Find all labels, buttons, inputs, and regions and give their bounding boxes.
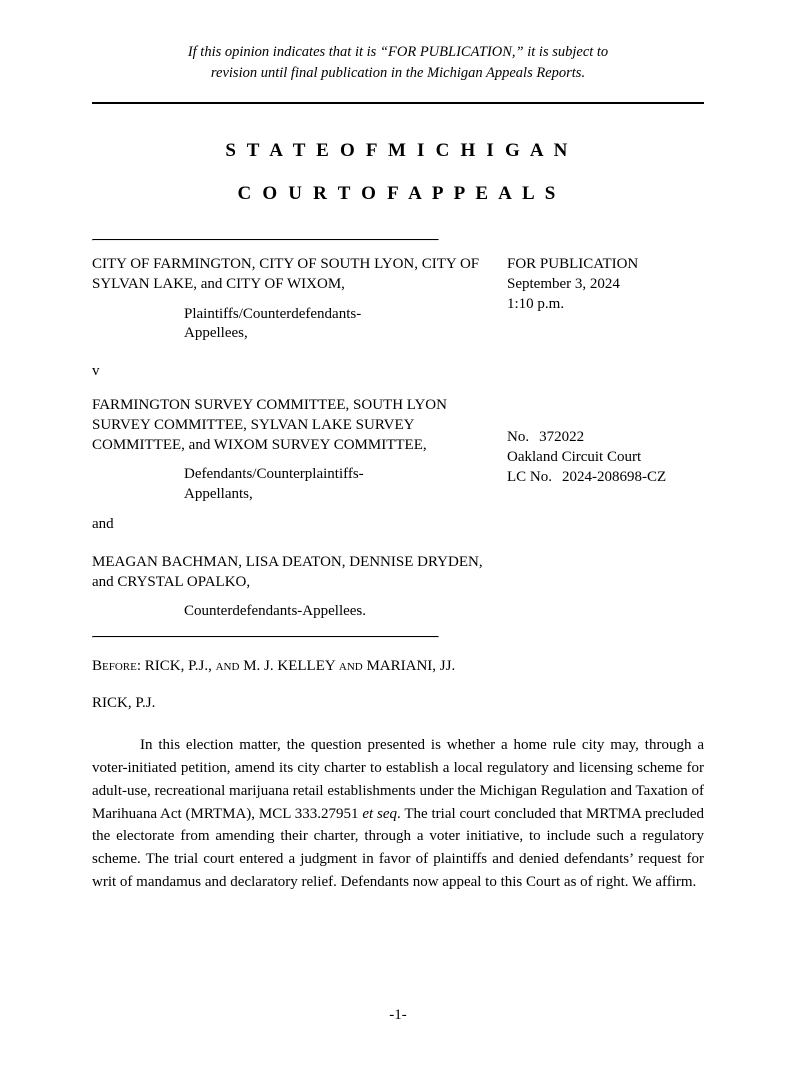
plaintiffs-role-line-2: Appellees,	[184, 325, 248, 342]
court-heading: C O U R T O F A P P E A L S	[237, 183, 559, 205]
opinion-page	[0, 42, 796, 1072]
counterdefendants-role-line-1: Counterdefendants-Appellees.	[184, 603, 367, 620]
plaintiffs-names: CITY OF FARMINGTON, CITY OF SOUTH LYON, CITY OF SYLVAN LAKE, and CITY OF WIXOM,	[92, 256, 480, 292]
defendants-names: FARMINGTON SURVEY COMMITTEE, SOUTH LYON SURVEY COMMITTEE, SYLVAN LAKE SURVEY COMMITTEE, and WIXOM SURVEY COMMITTEE,	[92, 397, 447, 453]
opinion-paragraph-1	[92, 734, 704, 894]
publication-block	[507, 255, 704, 314]
opinion-paragraph-1-part-2: . The trial court concluded that MRTMA precluded the electorate from amending their charter, through a voter initiative, to include such a regulatory scheme. The trial court entered a judgment in favor of plaintiffs and denied defendants’ request for writ of mandamus and declaratory relief. Defendants now appeal to this Court as of right. We affirm.	[92, 805, 704, 890]
case-caption	[92, 239, 704, 638]
plaintiffs-role-line-1: Plaintiffs/Counterdefendants-	[184, 305, 362, 322]
page-number: -1-	[389, 1007, 407, 1023]
caption-info-column	[507, 241, 704, 622]
panel-text: Before: RICK, P.J., and M. J. KELLEY and MARIANI, JJ.	[92, 658, 456, 675]
defendants-role	[184, 465, 507, 505]
opinion-paragraph-1-italic: et seq	[362, 805, 397, 822]
notice-line-2: revision until final publication in the Michigan Appeals Reports.	[210, 65, 586, 82]
docket-block	[507, 428, 704, 487]
lc-number-value: 2024-208698-CZ	[562, 469, 667, 486]
defendants-role-line-1: Defendants/Counterplaintiffs-	[184, 466, 364, 483]
caption-parties-column	[92, 241, 507, 622]
lc-number-line	[507, 468, 704, 488]
counterdefendants-names: MEAGAN BACHMAN, LISA DEATON, DENNISE DRYDEN, and CRYSTAL OPALKO,	[92, 553, 483, 590]
authoring-judge	[92, 695, 704, 712]
docket-number-line	[507, 428, 704, 448]
header-divider	[92, 102, 704, 104]
publication-date: September 3, 2024	[507, 275, 620, 292]
caption-body	[92, 241, 704, 622]
versus-label: v	[92, 363, 100, 380]
publication-status: FOR PUBLICATION	[507, 256, 639, 273]
authoring-judge-text: RICK, P.J.	[92, 695, 156, 712]
trial-court-name: Oakland Circuit Court	[507, 449, 642, 466]
docket-number-label: No.	[507, 429, 530, 446]
notice-line-1: If this opinion indicates that it is “FOR PUBLICATION,” it is subject to	[187, 44, 609, 60]
opinion-paragraph-1-part-1: In this election matter, the question presented is whether a home rule city may, through a voter-initiated petition, amend its city charter to establish a local regulatory and licensing scheme for adult-use, recreational marijuana retail establishments under the Michigan Regulation and Taxation of Marihuana Act (MRTMA), MCL 333.27951	[92, 737, 704, 822]
and-connector: and	[92, 516, 114, 532]
publication-notice	[92, 42, 704, 84]
defendants-role-line-2: Appellants,	[184, 486, 253, 503]
caption-bottom-divider	[92, 636, 439, 638]
plaintiffs-role	[184, 305, 507, 345]
panel-line	[92, 658, 704, 675]
counterdefendants-role	[184, 602, 507, 622]
docket-number-value: 372022	[539, 429, 585, 446]
state-heading: S T A T E O F M I C H I G A N	[225, 140, 571, 162]
lc-number-label: LC No.	[507, 469, 552, 486]
publication-time: 1:10 p.m.	[507, 295, 565, 312]
